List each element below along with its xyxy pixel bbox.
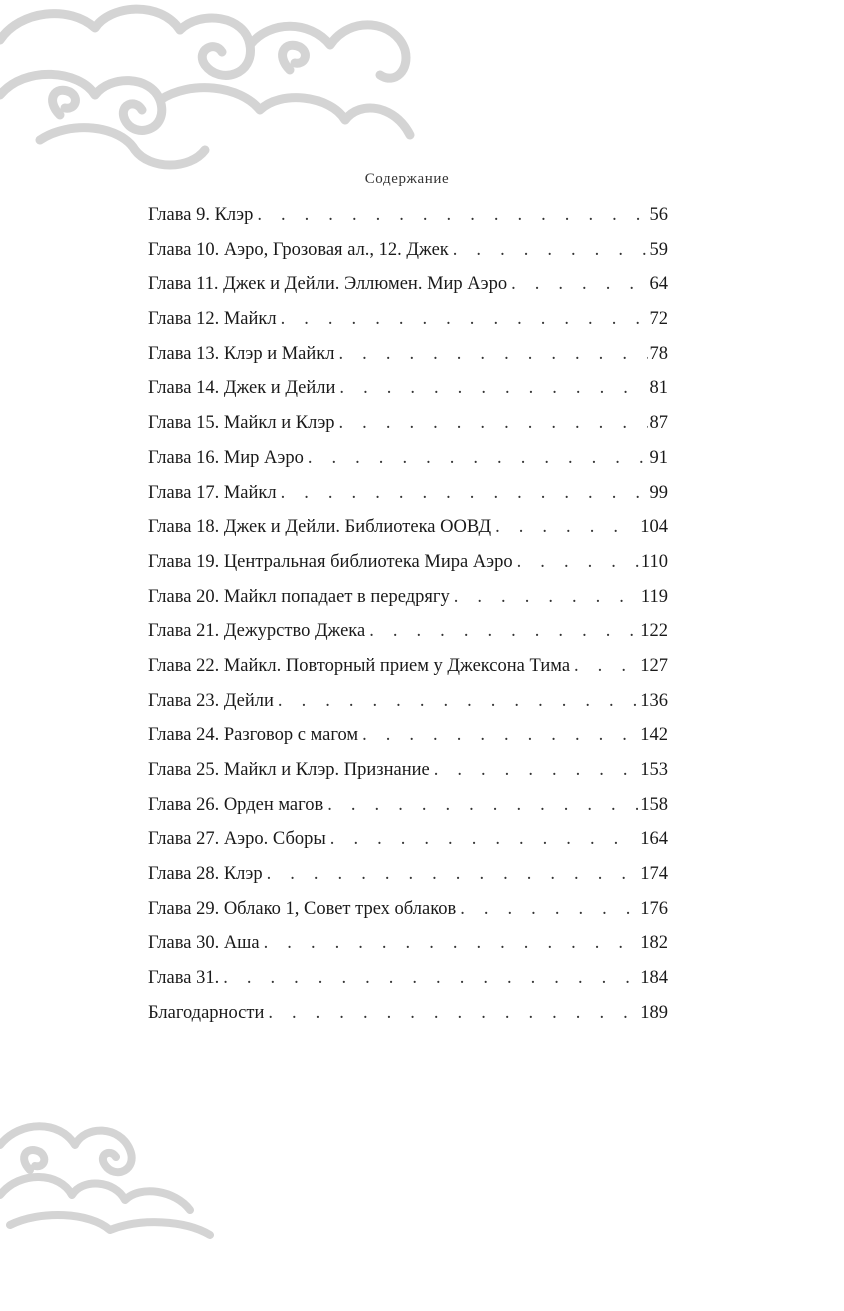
toc-entry-title: Глава 24. Разговор с магом xyxy=(148,725,359,746)
toc-entry xyxy=(148,371,668,406)
toc-entry xyxy=(148,996,668,1031)
toc-entry xyxy=(148,822,668,857)
toc-entry-page: 174 xyxy=(640,864,668,885)
toc-entry-page: 91 xyxy=(649,447,668,468)
toc-entry-page: 127 xyxy=(640,655,668,676)
toc-entry-page: 153 xyxy=(640,760,668,780)
toc-entry-page: 119 xyxy=(640,586,668,607)
toc-entry-page: 87 xyxy=(649,413,668,434)
toc-entry-page: 81 xyxy=(649,378,668,399)
toc-dot-leader xyxy=(517,545,639,580)
toc-entry xyxy=(148,441,668,476)
toc-dot-leader xyxy=(495,510,638,545)
toc-entry-title: Глава 11. Джек и Дейли. Эллюмен. Мир Аэро xyxy=(148,274,508,295)
toc-dot-leader xyxy=(460,892,638,927)
toc-entry-title: Глава 26. Орден магов xyxy=(148,794,324,815)
toc-entry xyxy=(148,510,668,545)
toc-entry-title: Глава 19. Центральная библиотека Мира Аэро xyxy=(148,551,513,572)
toc-dot-leader xyxy=(454,580,639,615)
toc-dot-leader xyxy=(434,753,639,788)
toc-entry-page: 56 xyxy=(649,205,668,225)
toc-entry-title: Глава 17. Майкл xyxy=(148,482,277,503)
toc-entry-title: Глава 28. Клэр xyxy=(148,864,263,885)
cloud-ornament-icon xyxy=(0,0,420,185)
toc-dot-leader xyxy=(223,961,638,996)
table-of-contents xyxy=(148,198,668,1031)
toc-entry-title: Глава 22. Майкл. Повторный прием у Джексона Тима xyxy=(148,655,571,676)
toc-dot-leader xyxy=(339,337,648,372)
toc-entry-title: Глава 13. Клэр и Майкл xyxy=(148,343,335,364)
toc-entry-page: 142 xyxy=(640,725,668,746)
toc-entry-title: Глава 10. Аэро, Грозовая ал., 12. Джек xyxy=(148,239,449,260)
toc-entry xyxy=(148,892,668,927)
toc-entry-title: Глава 27. Аэро. Сборы xyxy=(148,829,326,850)
toc-dot-leader xyxy=(281,476,648,511)
toc-dot-leader xyxy=(264,926,639,961)
toc-entry xyxy=(148,198,668,233)
toc-dot-leader xyxy=(369,614,638,649)
toc-dot-leader xyxy=(267,857,639,892)
toc-entry-title: Глава 12. Майкл xyxy=(148,309,277,330)
toc-dot-leader xyxy=(511,267,647,302)
toc-entry xyxy=(148,649,668,684)
toc-entry-title: Глава 18. Джек и Дейли. Библиотека ООВД xyxy=(148,517,492,538)
toc-entry xyxy=(148,857,668,892)
toc-entry-page: 184 xyxy=(640,968,668,989)
toc-dot-leader xyxy=(268,996,638,1031)
toc-entry-page: 78 xyxy=(649,343,668,364)
toc-entry xyxy=(148,476,668,511)
toc-entry-title: Глава 20. Майкл попадает в передрягу xyxy=(148,586,450,607)
toc-dot-leader xyxy=(339,371,647,406)
toc-entry-page: 104 xyxy=(640,517,668,538)
toc-entry xyxy=(148,337,668,372)
toc-entry-title: Глава 21. Дежурство Джека xyxy=(148,621,366,642)
toc-entry-title: Глава 31. xyxy=(148,968,220,989)
toc-entry-page: 182 xyxy=(640,933,668,954)
toc-entry-title: Глава 23. Дейли xyxy=(148,690,274,711)
toc-entry-title: Глава 14. Джек и Дейли xyxy=(148,378,336,399)
toc-entry xyxy=(148,684,668,719)
toc-entry xyxy=(148,267,668,302)
toc-dot-leader xyxy=(330,822,638,857)
toc-entry-title: Благодарности xyxy=(148,1002,265,1023)
toc-entry-title: Глава 29. Облако 1, Совет трех облаков xyxy=(148,898,457,919)
toc-dot-leader xyxy=(281,302,648,337)
toc-entry xyxy=(148,580,668,615)
toc-entry xyxy=(148,788,668,823)
running-head-title: Содержание xyxy=(364,171,450,187)
cloud-ornament-icon xyxy=(0,1100,220,1240)
toc-entry xyxy=(148,718,668,753)
toc-dot-leader xyxy=(308,441,648,476)
toc-entry xyxy=(148,406,668,441)
toc-dot-leader xyxy=(574,649,638,684)
toc-entry-page: 176 xyxy=(640,898,668,919)
toc-dot-leader xyxy=(339,406,648,441)
toc-entry xyxy=(148,753,668,788)
toc-entry xyxy=(148,233,668,268)
toc-entry-page: 110 xyxy=(640,551,668,572)
toc-dot-leader xyxy=(362,718,638,753)
toc-entry-title: Глава 30. Аша xyxy=(148,933,260,954)
toc-entry-title: Глава 16. Мир Аэро xyxy=(148,447,304,468)
toc-entry-page: 122 xyxy=(640,621,668,642)
toc-entry-page: 158 xyxy=(640,794,668,815)
toc-dot-leader xyxy=(453,233,648,268)
toc-dot-leader xyxy=(327,788,638,823)
toc-entry-page: 59 xyxy=(649,239,668,260)
toc-entry-page: 99 xyxy=(649,482,668,503)
toc-dot-leader xyxy=(278,684,638,719)
toc-entry-page: 64 xyxy=(649,274,668,295)
toc-entry-title: Глава 15. Майкл и Клэр xyxy=(148,413,335,434)
toc-dot-leader xyxy=(257,198,647,233)
toc-entry-page: 164 xyxy=(640,829,668,850)
toc-entry xyxy=(148,545,668,580)
toc-entry xyxy=(148,961,668,996)
toc-entry xyxy=(148,614,668,649)
toc-entry xyxy=(148,302,668,337)
toc-entry-title: Глава 9. Клэр xyxy=(148,205,254,225)
toc-entry xyxy=(148,926,668,961)
toc-entry-page: 136 xyxy=(640,690,668,711)
toc-entry-title: Глава 25. Майкл и Клэр. Признание xyxy=(148,760,430,780)
toc-entry-page: 189 xyxy=(640,1002,668,1023)
toc-entry-page: 72 xyxy=(649,309,668,330)
